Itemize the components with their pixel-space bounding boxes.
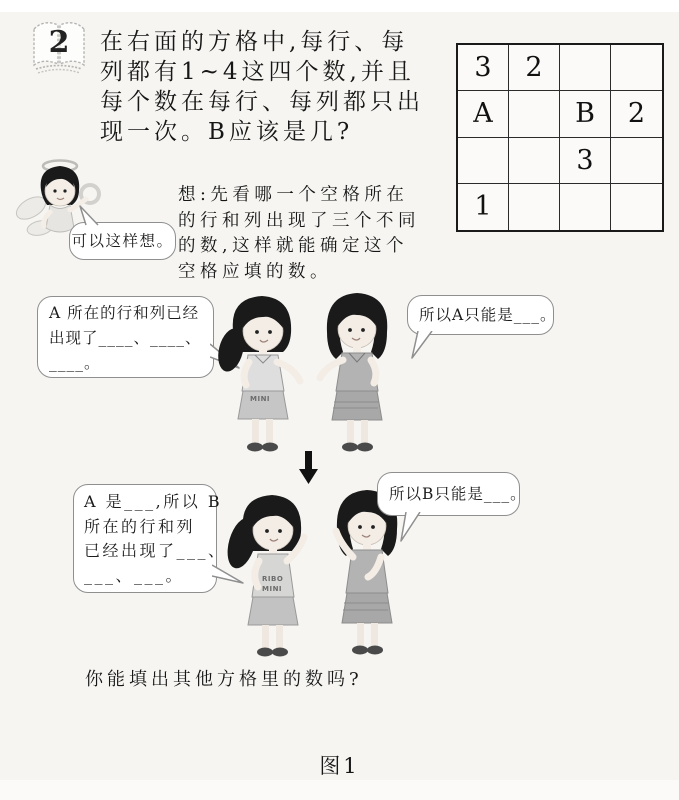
scene2-left-line: 已经出现了___、	[84, 541, 227, 560]
grid-cell-r3c3	[611, 184, 662, 230]
scene1-left-line: A 所在的行和列已经	[49, 304, 200, 322]
speech-tail-icon	[77, 204, 103, 226]
speech-tail-icon	[398, 512, 424, 544]
grid-cell-r2c3	[611, 138, 662, 184]
hint-text	[178, 183, 420, 285]
grid-cell-r3c0: 1	[458, 184, 509, 230]
grid-cell-r0c1: 2	[509, 45, 560, 91]
shirt-print-text: MINI	[262, 585, 283, 593]
scene2-left-speech-bubble	[73, 484, 227, 593]
number-grid	[456, 43, 664, 232]
grid-cell-r2c1	[509, 138, 560, 184]
problem-line: 每个数在每行、每列都只出	[100, 89, 424, 115]
grid-cell-r0c3	[611, 45, 662, 91]
scene1-girls-illustration	[212, 286, 406, 458]
girl-left-illustration	[212, 288, 308, 458]
grid-cell-r2c0	[458, 138, 509, 184]
scene1-right-text: 所以A只能是___。	[419, 305, 557, 324]
scene2-right-text: 所以B只能是___。	[389, 484, 527, 503]
problem-line: 现一次。B应该是几?	[100, 119, 354, 145]
grid-cell-r0c0: 3	[458, 45, 509, 91]
girl-right-illustration	[312, 286, 406, 458]
shirt-print-text: RIBO	[262, 575, 284, 583]
hint-line: 想:先看哪一个空格所在	[178, 185, 409, 205]
problem-statement	[100, 27, 452, 147]
grid-cell-r3c2	[560, 184, 611, 230]
scene2-right-speech-bubble	[377, 472, 527, 516]
scene1-left-speech-bubble	[37, 296, 214, 378]
scene1-left-line: 出现了____、____、	[49, 329, 202, 347]
grid-cell-r1c0: A	[458, 91, 509, 137]
grid-cell-r1c3: 2	[611, 91, 662, 137]
speech-tail-icon	[410, 331, 436, 361]
hint-line: 的数,这样就能确定这个	[178, 236, 409, 256]
scene2-left-line: 所在的行和列	[84, 516, 196, 536]
hint-line: 的行和列出现了三个不同	[178, 210, 420, 231]
scene1-right-speech-bubble	[407, 295, 557, 335]
fairy-speech-bubble	[69, 222, 176, 260]
grid-cell-r0c2	[560, 45, 611, 91]
grid-cell-r3c1	[509, 184, 560, 230]
grid-cell-r1c2: B	[560, 91, 611, 137]
example-number: 2	[48, 25, 70, 60]
grid-cell-r2c2: 3	[560, 138, 611, 184]
example-badge	[28, 16, 90, 80]
problem-line: 列都有1~4这四个数,并且	[100, 59, 415, 85]
scene2-left-line: ___、___。	[84, 565, 185, 585]
problem-line: 在右面的方格中,每行、每	[100, 29, 409, 55]
followup-question: 你能填出其他方格里的数吗?	[85, 669, 363, 690]
girl-left-illustration	[222, 485, 318, 663]
scene1-left-line: ____。	[49, 354, 101, 372]
figure-caption: 图1	[319, 754, 360, 778]
grid-cell-r1c1	[509, 91, 560, 137]
shirt-print-text: MINI	[250, 395, 271, 403]
hint-line: 空格应填的数。	[178, 261, 332, 282]
scene2-left-line: A 是___,所以 B	[84, 492, 223, 511]
fairy-speech-text: 可以这样想。	[71, 231, 174, 250]
